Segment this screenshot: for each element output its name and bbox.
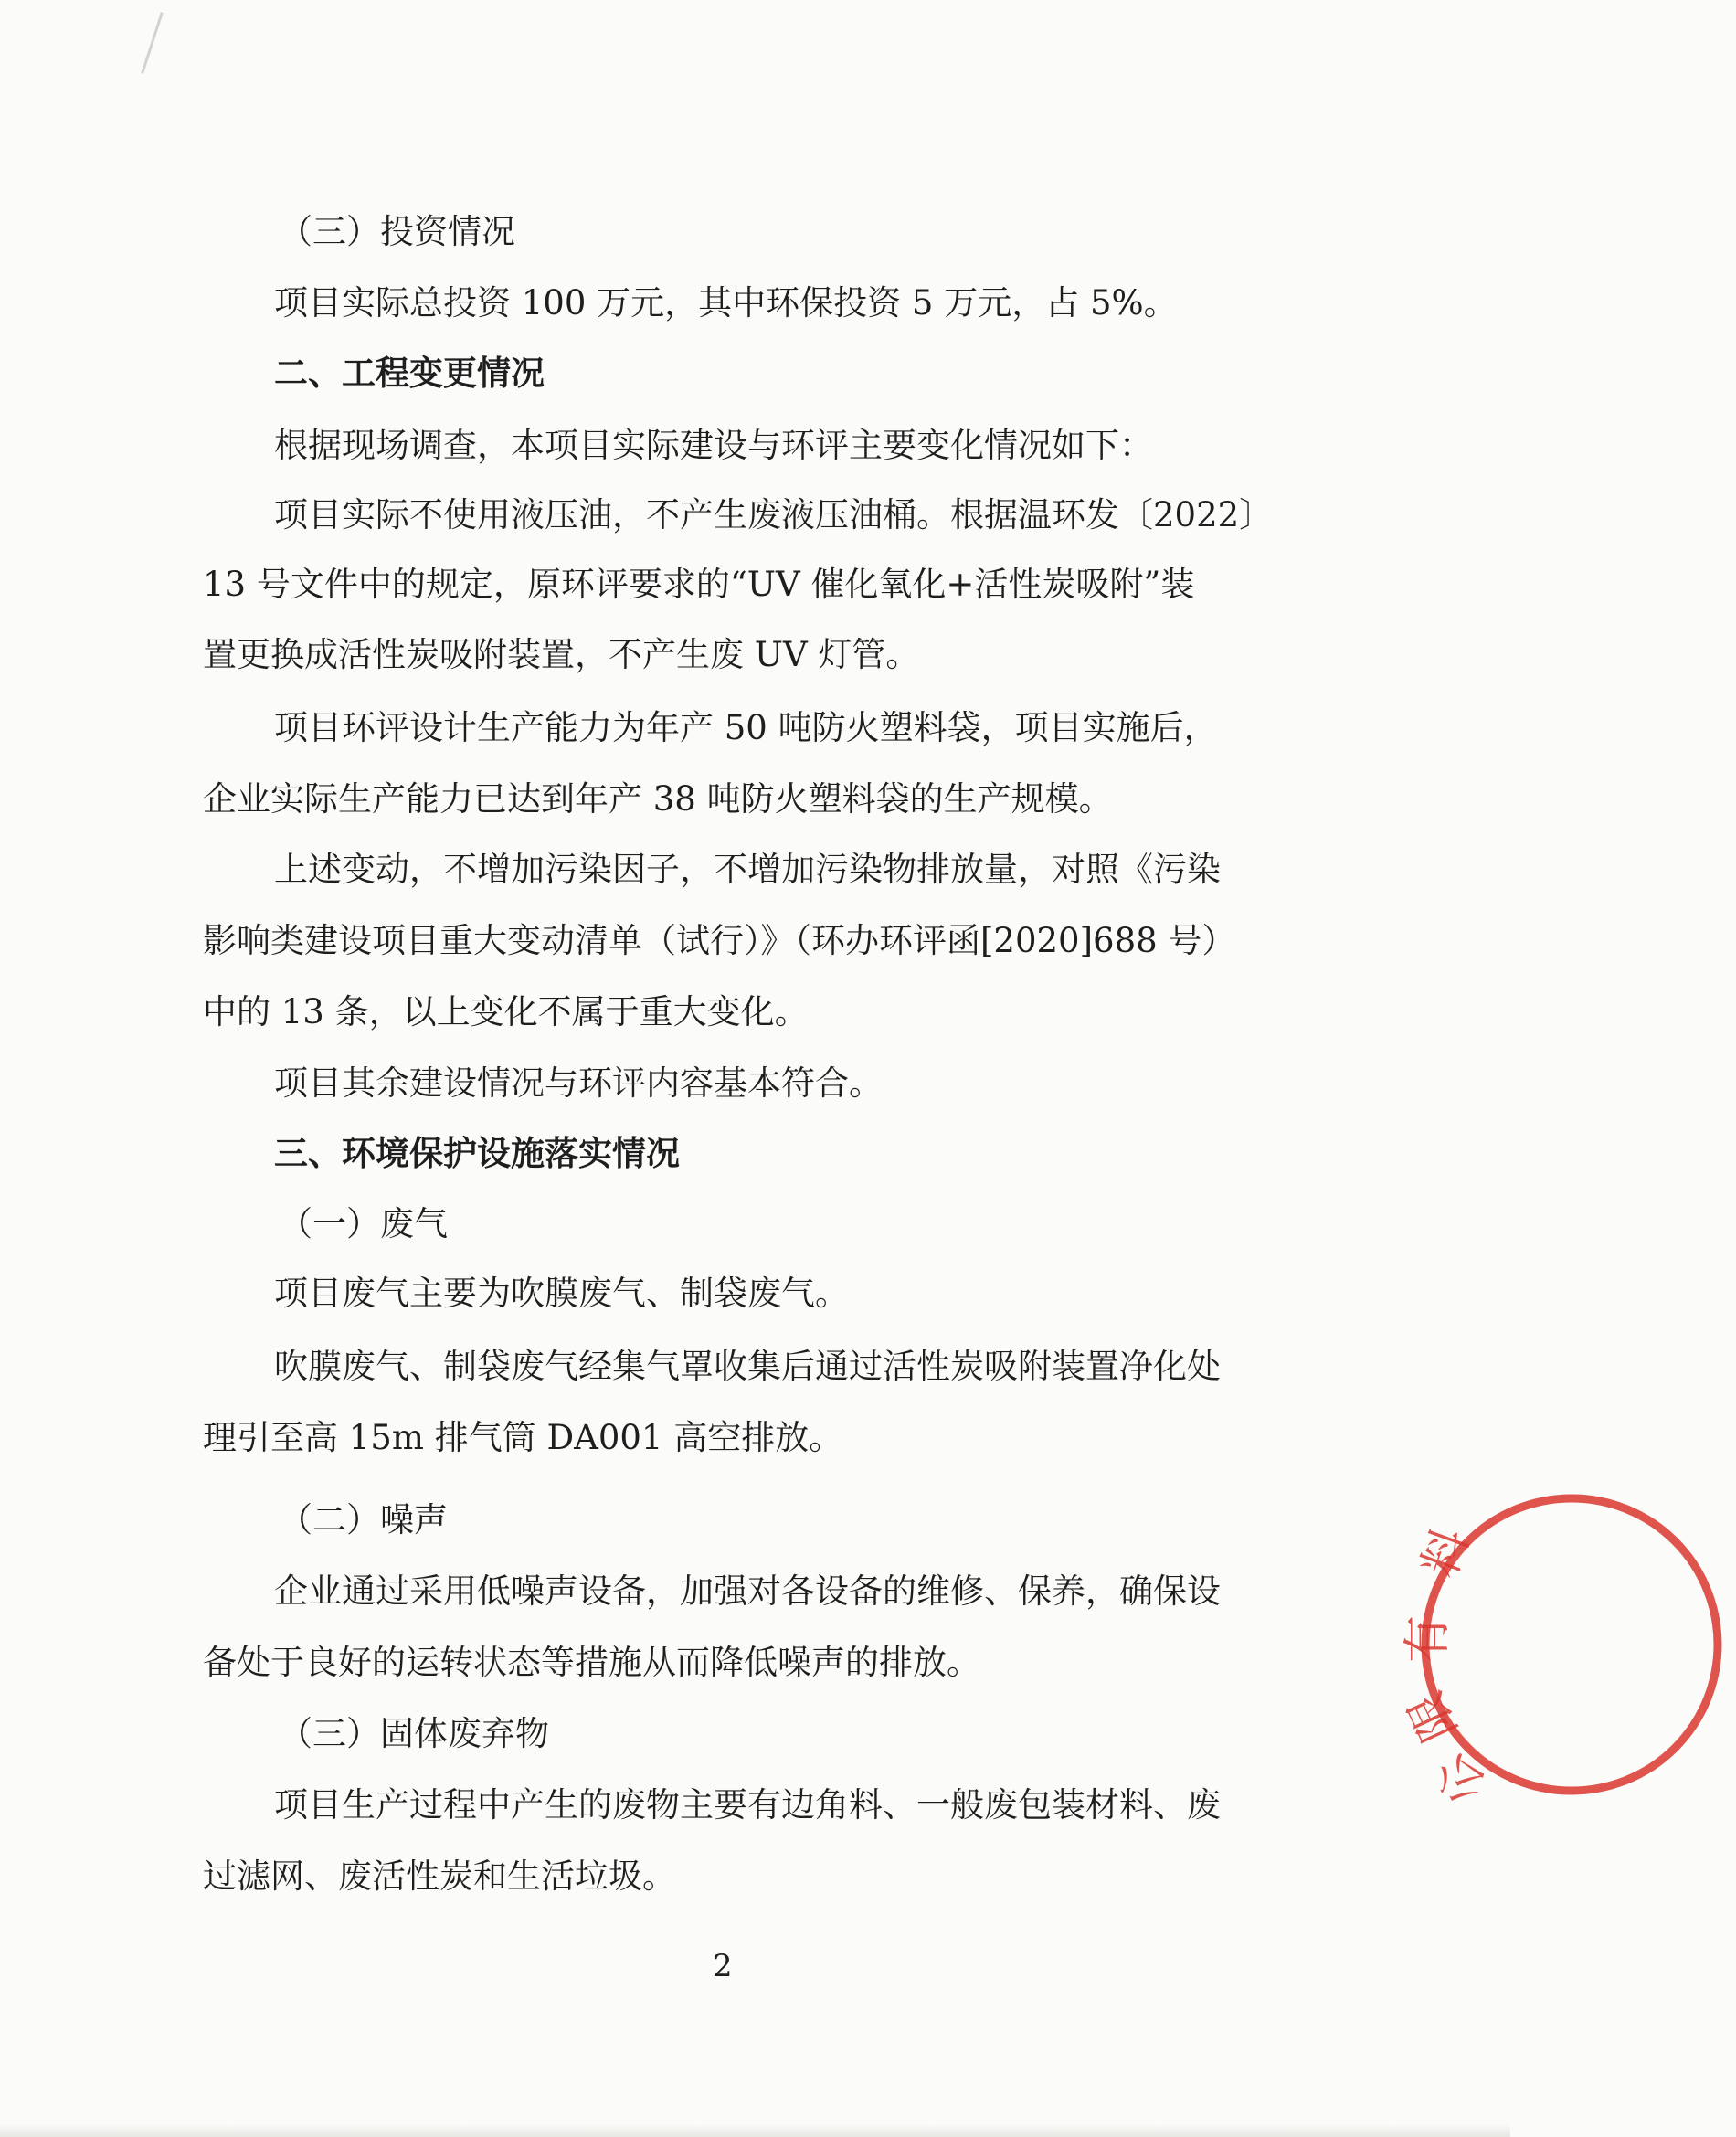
paragraph-line: 根据现场调查，本项目实际建设与环评主要变化情况如下： (274, 426, 1153, 465)
svg-text:料: 料 (1412, 1521, 1481, 1585)
svg-text:限: 限 (1398, 1683, 1468, 1750)
paragraph-line: 上述变动，不增加污染因子，不增加污染物排放量，对照《污染 (274, 850, 1221, 889)
paragraph-line: 企业实际生产能力已达到年产 38 吨防火塑料袋的生产规模。 (203, 779, 1113, 819)
paragraph-line: 理引至高 15m 排气筒 DA001 高空排放。 (203, 1418, 843, 1457)
paragraph-line: 13 号文件中的规定，原环评要求的“UV 催化氧化+活性炭吸附”装 (203, 565, 1195, 604)
paragraph-line: 过滤网、废活性炭和生活垃圾。 (203, 1857, 676, 1896)
section-heading-changes: 二、工程变更情况 (274, 353, 545, 393)
paragraph-line: 项目实际不使用液压油，不产生废液压油桶。根据温环发〔2022〕 (274, 495, 1274, 534)
svg-text:有: 有 (1401, 1614, 1455, 1663)
paragraph-line: 企业通过采用低噪声设备，加强对各设备的维修、保养，确保设 (274, 1571, 1221, 1611)
paragraph-line: 置更换成活性炭吸附装置，不产生废 UV 灯管。 (203, 635, 920, 674)
section-heading-protection: 三、环境保护设施落实情况 (274, 1133, 680, 1173)
page-bottom-edge (0, 2124, 1510, 2137)
svg-text:公: 公 (1424, 1741, 1498, 1815)
paragraph-line: 备处于良好的运转状态等措施从而降低噪声的排放。 (203, 1643, 980, 1682)
paragraph-line: 项目废气主要为吹膜废气、制袋废气。 (274, 1274, 849, 1313)
subheading-solid-waste: （三）固体废弃物 (279, 1714, 549, 1753)
subheading-noise: （二）噪声 (279, 1500, 448, 1539)
paragraph-line: 项目环评设计生产能力为年产 50 吨防火塑料袋，项目实施后， (274, 708, 1218, 747)
section-heading-investment: （三）投资情况 (279, 212, 515, 251)
scan-mark (141, 12, 163, 74)
paragraph-line: 项目实际总投资 100 万元，其中环保投资 5 万元，占 5%。 (274, 283, 1178, 323)
subheading-waste-gas: （一）废气 (279, 1204, 448, 1243)
paragraph-line: 项目生产过程中产生的废物主要有边角料、一般废包装材料、废 (274, 1785, 1221, 1825)
company-seal-stamp (1398, 1480, 1510, 1815)
paragraph-line: 吹膜废气、制袋废气经集气罩收集后通过活性炭吸附装置净化处 (274, 1347, 1221, 1386)
page-number: 2 (713, 1948, 733, 1984)
paragraph-line: 影响类建设项目重大变动清单（试行）》（环办环评函[2020]688 号） (203, 921, 1236, 960)
paragraph-line: 项目其余建设情况与环评内容基本符合。 (274, 1063, 883, 1103)
paragraph-line: 中的 13 条，以上变化不属于重大变化。 (203, 992, 809, 1031)
